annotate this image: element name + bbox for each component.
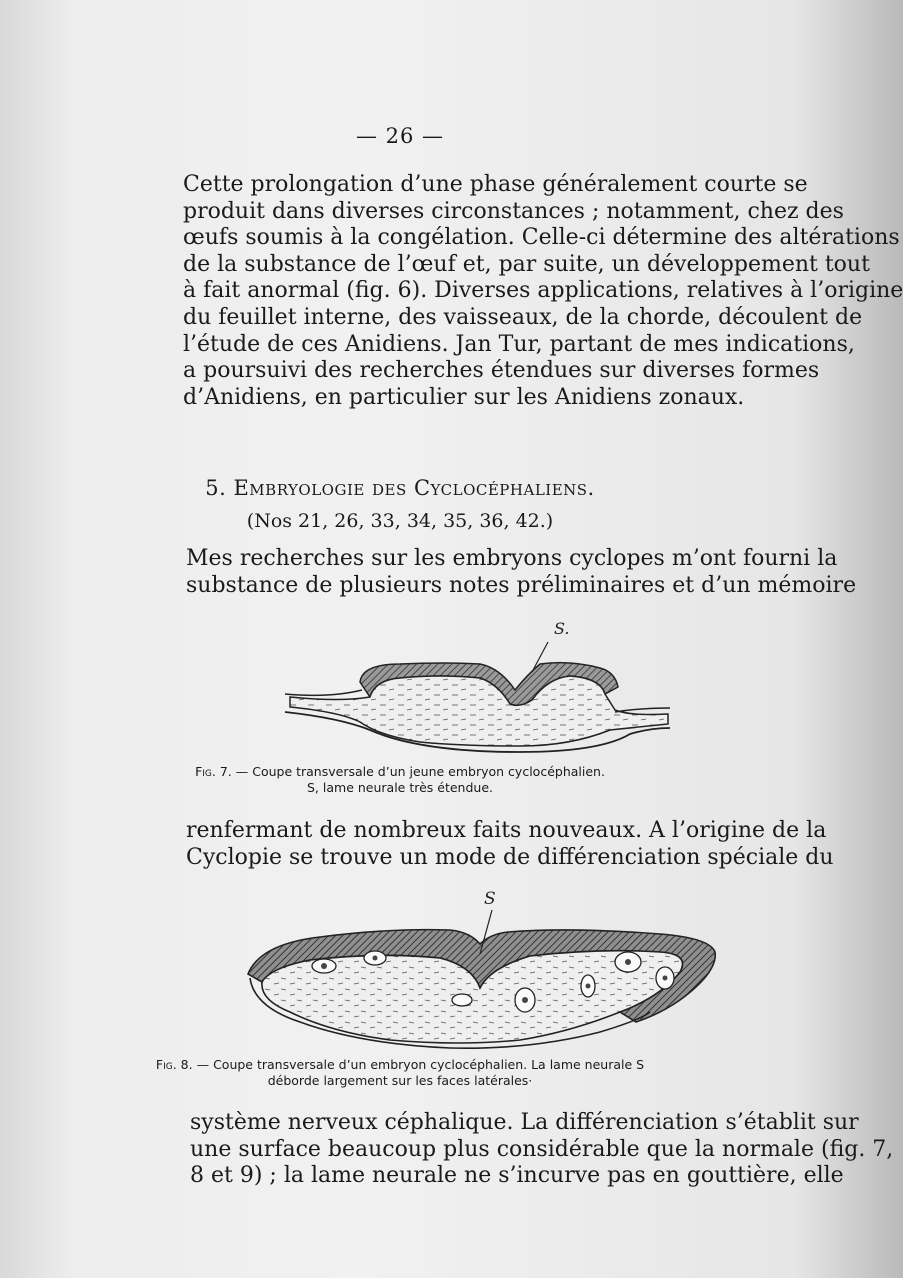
text-line: 8 et 9) ; la lame neurale ne s’incurve pas en gouttière, elle bbox=[190, 1163, 844, 1189]
page-number: — 26 — bbox=[355, 124, 445, 148]
text-line: renfermant de nombreux faits nouveaux. A l’origine de la bbox=[186, 818, 827, 843]
text-line: d’Anidiens, en particulier sur les Anidiens zonaux. bbox=[183, 384, 745, 410]
paragraph-1 bbox=[183, 172, 903, 411]
text-line: à fait anormal (fig. 6). Diverses applications, relatives à l’origine bbox=[183, 278, 903, 304]
figure-8-label-s: S bbox=[484, 889, 496, 909]
figure-7-illustration bbox=[270, 612, 680, 757]
text-line: système nerveux céphalique. La différenciation s’établit sur bbox=[190, 1110, 859, 1135]
figure-8-illustration bbox=[240, 882, 720, 1050]
figure-label: Fig. 8. bbox=[155, 1057, 193, 1072]
text-line: œufs soumis à la congélation. Celle-ci détermine des altérations bbox=[183, 225, 900, 251]
text-line: de la substance de l’œuf et, par suite, un développement tout bbox=[183, 251, 870, 277]
figure-7-label-s: S. bbox=[554, 619, 570, 638]
paragraph-3 bbox=[186, 818, 834, 871]
caption-text: — Coupe transversale d’un jeune embryon cyclocéphalien. bbox=[231, 764, 605, 779]
text-line: une surface beaucoup plus considérable que la normale (fig. 7, bbox=[190, 1136, 894, 1162]
figure-label: Fig. 7. bbox=[195, 764, 232, 779]
paragraph-2 bbox=[186, 546, 857, 599]
text-line: produit dans diverses circonstances ; notamment, chez des bbox=[183, 198, 844, 224]
text-line: Cyclopie se trouve un mode de différenciation spéciale du bbox=[186, 844, 834, 870]
caption-line bbox=[0, 764, 800, 780]
paragraph-4 bbox=[190, 1110, 894, 1190]
caption-line bbox=[0, 1057, 800, 1073]
caption-text: — Coupe transversale d’un embryon cyclocéphalien. La lame neurale S bbox=[192, 1057, 645, 1072]
caption-line: déborde largement sur les faces latérales· bbox=[267, 1073, 533, 1088]
text-line: l’étude de ces Anidiens. Jan Tur, partant de mes indications, bbox=[183, 331, 855, 357]
section-references: (Nos 21, 26, 33, 34, 35, 36, 42.) bbox=[246, 510, 554, 532]
text-line: Mes recherches sur les embryons cyclopes m’ont fourni la bbox=[186, 546, 838, 571]
section-heading: 5. Embryologie des Cyclocéphaliens. bbox=[205, 476, 595, 500]
text-line: substance de plusieurs notes préliminaires et d’un mémoire bbox=[186, 572, 857, 598]
text-line: Cette prolongation d’une phase généralement courte se bbox=[183, 172, 808, 197]
text-line: a poursuivi des recherches étendues sur diverses formes bbox=[183, 358, 820, 384]
text-line: du feuillet interne, des vaisseaux, de la chorde, découlent de bbox=[183, 304, 863, 330]
caption-line: S, lame neurale très étendue. bbox=[307, 780, 493, 795]
figure-7-caption bbox=[0, 764, 800, 796]
figure-8-caption bbox=[0, 1057, 800, 1089]
